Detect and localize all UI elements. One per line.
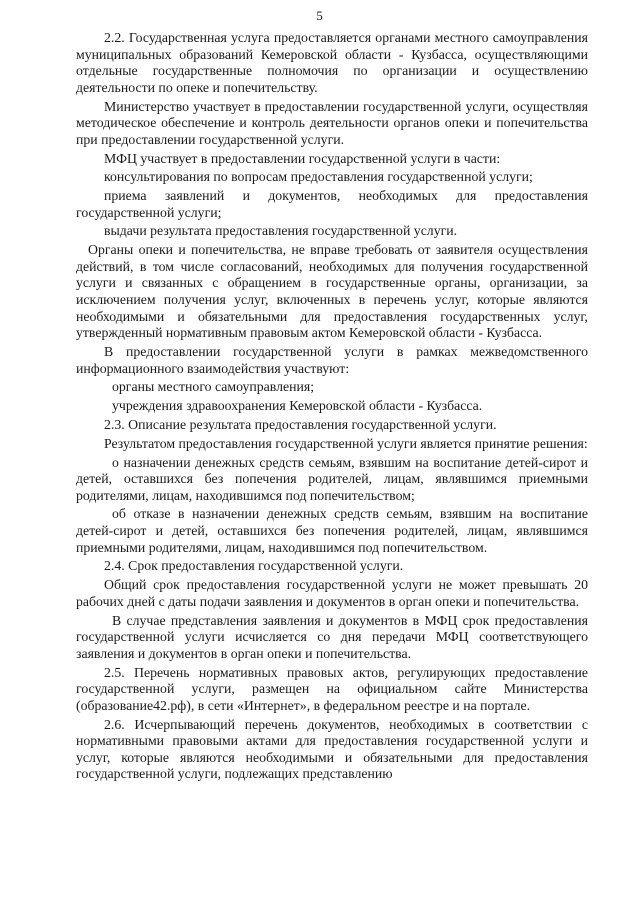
paragraph-2-3: 2.3. Описание результата предоставления государственной услуги. xyxy=(104,416,497,432)
list-item-assignment: о назначении денежных средств семьям, взявшим на воспитание детей-сирот и детей, оставшихся без попечения родителей, лицам, являвшимся приемными родителями, лицам, находившимся под попечительством; xyxy=(76,454,588,503)
paragraph-result: Результатом предоставления государственной услуги является принятие решения: xyxy=(104,435,588,451)
list-item-local-government: органы местного самоуправления; xyxy=(112,379,315,395)
list-item-receiving: приема заявлений и документов, необходимых для предоставления государственной услуги; xyxy=(76,188,588,220)
list-item-healthcare: учреждения здравоохранения Кемеровской области - Кузбасса. xyxy=(112,398,483,414)
paragraph-mfc-role: МФЦ участвует в предоставлении государственной услуги в части: xyxy=(104,150,501,166)
paragraph-interagency: В предоставлении государственной услуги в рамках межведомственного информационного взаимодействия участвуют: xyxy=(76,344,588,376)
page-number: 5 xyxy=(316,8,323,23)
list-item-issuing: выдачи результата предоставления государственной услуги. xyxy=(104,223,458,239)
list-item-refusal: об отказе в назначении денежных средств семьям, взявшим на воспитание детей-сирот и детей, оставшихся без попечения родителей, лицам, являвшимся приемными родителями, лицам, находившимся под попечительством. xyxy=(76,506,588,555)
paragraph-mfc-term: В случае представления заявления и документов в МФЦ срок предоставления государственной услуги исчисляется со дня передачи МФЦ соответствующего заявления и документов в орган опеки и попечительства. xyxy=(76,612,588,661)
paragraph-2-5: 2.5. Перечень нормативных правовых актов, регулирующих предоставление государственной услуги, размещен на официальном сайте Министерства (образование42.рф), в сети «Интернет», в федеральном реестре и на портале. xyxy=(76,664,588,713)
paragraph-2-2: 2.2. Государственная услуга предоставляется органами местного самоуправления муниципальных образований Кемеровской области - Кузбасса, осуществляющими отдельные государственные полномочия по организации и осуществлению деятельности по опеке и попечительству. xyxy=(76,30,588,95)
document-body xyxy=(76,30,588,785)
list-item-consulting: консультирования по вопросам предоставления государственной услуги; xyxy=(104,169,533,185)
paragraph-general-term: Общий срок предоставления государственной услуги не может превышать 20 рабочих дней с даты подачи заявления и документов в орган опеки и попечительства. xyxy=(76,577,588,609)
paragraph-2-4: 2.4. Срок предоставления государственной услуги. xyxy=(104,558,404,574)
paragraph-guardianship-restrictions: Органы опеки и попечительства, не вправе требовать от заявителя осуществления действий, в том числе согласований, необходимых для получения государственной услуги и связанных с обращением в государственные органы, организации, за исключением получения услуг, включенных в перечень услуг, которые являются необходимыми и обязательными для предоставления государственных услуг, утвержденный нормативным правовым актом Кемеровской области - Кузбасса. xyxy=(76,242,588,341)
paragraph-ministry-role: Министерство участвует в предоставлении государственной услуги, осуществляя методическое обеспечение и контроль деятельности органов опеки и попечительства при предоставлении государственной услуги. xyxy=(76,98,588,147)
paragraph-2-6: 2.6. Исчерпывающий перечень документов, необходимых в соответствии с нормативными правовыми актами для предоставления государственной услуги и услуг, которые являются необходимыми и обязательными для предоставления государственной услуги, подлежащих представлению xyxy=(76,716,588,782)
